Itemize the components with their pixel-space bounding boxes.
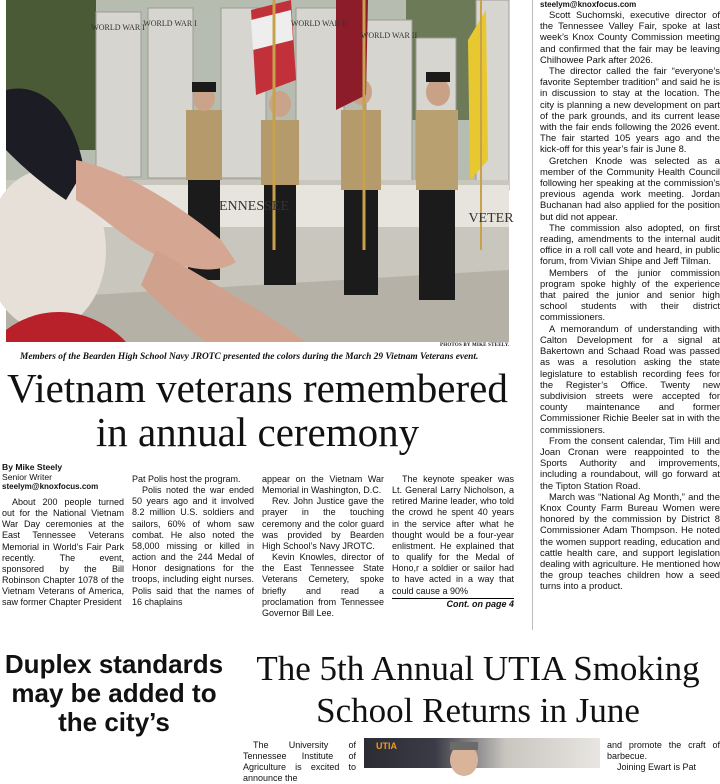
article-column-1 <box>2 497 124 609</box>
byline-email: steelym@knoxfocus.com <box>540 0 637 9</box>
continued-link[interactable]: Cont. on page 4 <box>392 598 514 610</box>
utia-photo <box>364 738 600 768</box>
utia-column-2 <box>607 740 720 773</box>
paragraph: About 200 people turned out for the National Vietnam War Day ceremonies at the East Tennessee Veterans Memorial in World’s Fair Park recently. The event, sponsored by the Bill Robinson Chapter 1078 of the Vietnam Veterans of America, saw former Chapter President <box>2 497 124 608</box>
paragraph: Rev. John Justice gave the prayer in the touching ceremony and the color guard was provided by Bearden High School’s Navy JROTC. <box>262 496 384 551</box>
paragraph: The commission also adopted, on first reading, amendments to the internal audit office in a roll call vote and heard, in public forum, from Vivian Shipe and Jeff Tilman. <box>540 221 720 267</box>
byline-name: By Mike Steely <box>2 462 63 472</box>
paragraph: The director called the fair “everyone’s favorite September tradition” and said he is in discussion to stay at the location. The city is planning a new development on part of the park grounds, and its current lease with the fair ends following the 2026 event. The fair started 105 years ago and the kick-off for this year’s fair is June 8. <box>540 65 720 155</box>
paragraph: Members of the junior commission program spoke highly of the experience that paired the junior and senior high school students with their district commissioners. <box>540 266 720 323</box>
article-headline: Vietnam veterans remembered in annual ceremony <box>7 365 508 455</box>
right-article <box>540 0 720 592</box>
wall-label: WORLD WAR II <box>360 31 418 40</box>
wall-label: ENNESSEE <box>219 199 289 214</box>
photo-credit: PHOTOS BY MIKE STEELY. <box>440 343 510 348</box>
wall-label: WORLD WAR I <box>91 23 145 32</box>
paragraph: The University of Tennessee Institute of Agriculture is excited to announce the <box>243 740 356 783</box>
paragraph: March was “National Ag Month,” and the Knox County Farm Bureau Women were honored by the commission by District 8 Commissioner Adam Thompson. He noted the women support reading, education and cattle health care, and support legislation dealing with agriculture. He mentioned how the group teaches children how a seed turns into a product. <box>540 490 720 592</box>
utia-headline: The 5th Annual UTIA Smoking School Returns in June <box>256 649 700 730</box>
paragraph: Joining Ewart is Pat <box>617 762 697 772</box>
article-column-3 <box>262 474 384 619</box>
column-divider <box>532 0 533 630</box>
paragraph: The keynote speaker was Lt. General Larry Nicholson, a retired Marine leader, who told the crowd he spent 40 years in the service after what he thought would be a four-year enlistment. He explained that to qualify for the Medal of Hono,r a soldier or sailor had to have acted in a way that could cause a 90% <box>392 474 514 596</box>
article-column-4 <box>392 474 514 610</box>
photo-caption: Members of the Bearden High School Navy JROTC presented the colors during the March 29 Vietnam Veterans event. <box>20 352 479 362</box>
paragraph: Gretchen Knode was selected as a member of the Community Health Council following her speaking at the commission’s previous agenda work meeting. Jordan Buchanan had also applied for the position but did not appear. <box>540 154 720 222</box>
paragraph: A memorandum of understanding with Calton Development for a signal at Bakertown and Schaad Road was passed as was a resolution asking the state legislature to establish recording fees for the Register’s Office. Twenty new subdivision streets were accepted for county maintenance and former Commissioner Richie Beeler sat in with the commissioners. <box>540 322 720 435</box>
paragraph: From the consent calendar, Tim Hill and Joan Cronan were reappointed to the Sports Authority and improvements, including a roundabout, will go forward at the Tipton Station Road. <box>540 434 720 491</box>
byline-title: Senior Writer <box>2 472 52 482</box>
paragraph: appear on the Vietnam War Memorial in Washington, D.C. <box>262 474 384 496</box>
paragraph: and promote the craft of barbecue. <box>607 740 720 761</box>
article-column-2 <box>132 474 254 608</box>
utia-logo: UTIA <box>376 741 397 751</box>
paragraph: Scott Suchomski, executive director of the Tennessee Valley Fair, spoke at last week’s Knox County Commission meeting and confirmed that the fair may be leaving Chilhowee Park after 2026. <box>540 9 720 65</box>
color-guard-illustration <box>6 0 514 342</box>
wall-label: WORLD WAR II <box>290 19 348 28</box>
byline-email: steelym@knoxfocus.com <box>2 482 99 491</box>
wall-label: VETER <box>468 211 514 226</box>
utia-column-1 <box>243 740 356 784</box>
paragraph: Kevin Knowles, director of the East Tennessee State Veterans Cemetery, spoke briefly and read a proclamation from Tennessee Governor Bill Lee. <box>262 552 384 618</box>
ceremony-photo <box>6 0 514 342</box>
paragraph: Pat Polis host the program. <box>132 474 241 484</box>
paragraph: Polis noted the war ended 50 years ago and it involved 8.2 million U.S. soldiers and sailors, 60% of whom saw combat. He also noted the 58,000 missing or killed in action and the 244 Medal of Honor designations for the troops, including eight nurses. Polis said that the names of 16 chaplains <box>132 485 254 607</box>
wall-label: WORLD WAR I <box>143 19 197 28</box>
byline <box>2 462 127 492</box>
duplex-headline: Duplex standards may be added to the city’s <box>4 649 224 737</box>
